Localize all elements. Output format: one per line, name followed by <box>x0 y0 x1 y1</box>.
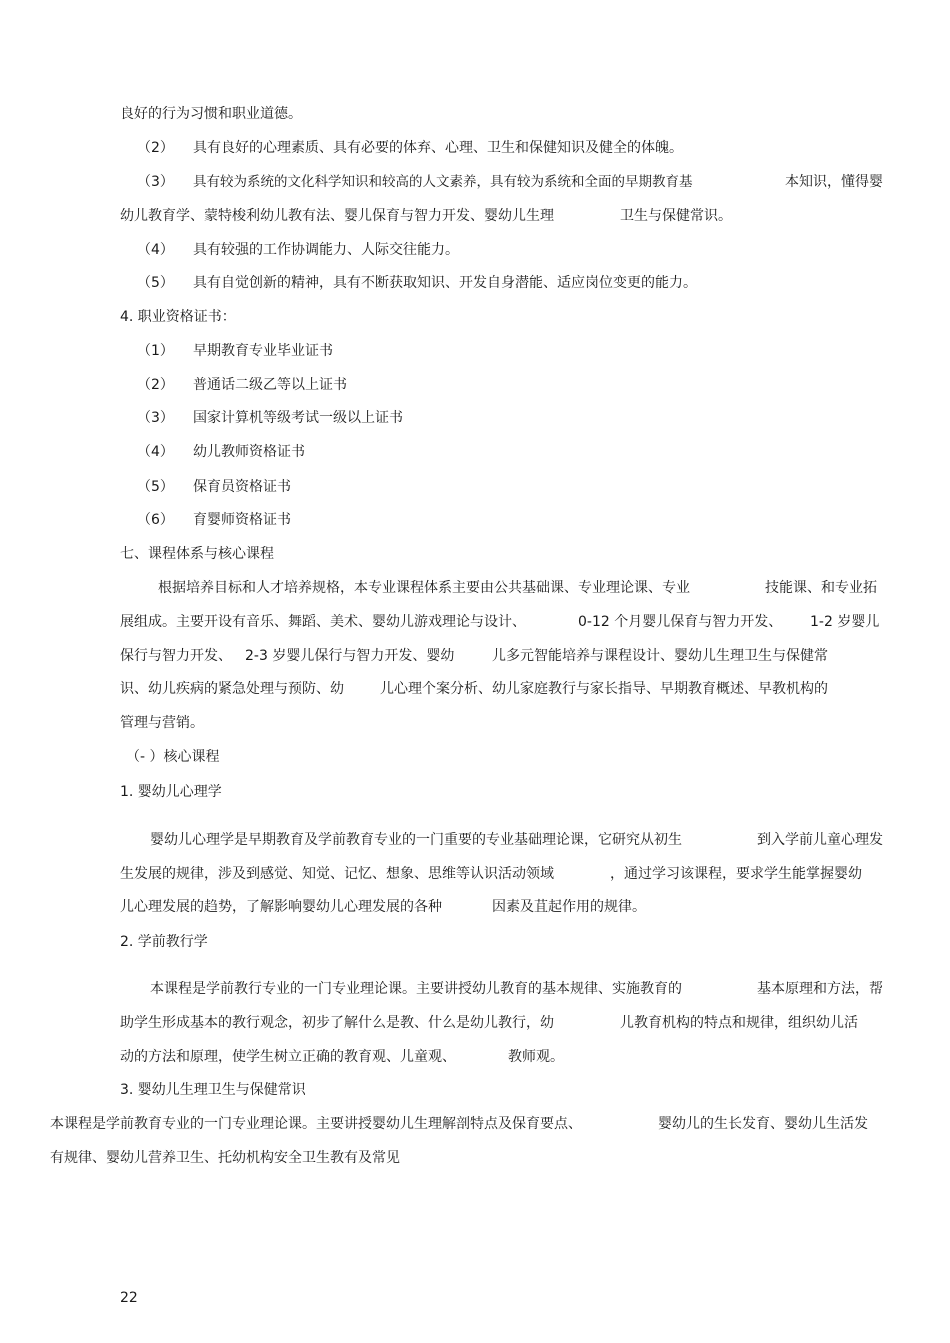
list-number: （2） <box>137 377 174 393</box>
paragraph-line: 管理与营销。 <box>120 715 204 731</box>
list-number: （5） <box>137 275 174 291</box>
list-item-text-continued: 本知识，懂得婴 <box>785 174 883 190</box>
paragraph-line-continued: 婴幼儿的生长发育、婴幼儿生活发 <box>658 1116 868 1132</box>
paragraph-line: 有规律、婴幼儿营养卫生、托幼机构安全卫生教有及常见 <box>50 1150 400 1166</box>
list-item-text: 具有自觉创新的精神，具有不断获取知识、开发自身潜能、适应岗位变更的能力。 <box>193 275 697 291</box>
paragraph-line-continued: 因素及苴起作用的规律。 <box>492 899 646 915</box>
paragraph-line-continued: 儿多元智能培养与课程设计、婴幼儿生理卫生与保健常 <box>492 648 828 664</box>
subsection-heading: （- ）核心课程 <box>126 749 220 765</box>
paragraph-line-continued: 基本原理和方法，帮 <box>757 981 883 997</box>
paragraph-line: 动的方法和原理，使学生树立正确的教育观、儿童观、 <box>120 1049 456 1065</box>
certificate-item: 国家计算机等级考试一级以上证书 <box>193 410 403 426</box>
paragraph-line: 儿心理发展的趋势，了解影响婴幼儿心理发展的各种 <box>120 899 442 915</box>
paragraph-line-continued: 到入学前儿童心理发 <box>757 832 883 848</box>
paragraph-line: 根据培养目标和人才培养规格，本专业课程体系主要由公共基础课、专业理论课、专业 <box>158 580 690 596</box>
paragraph-line: 展组成。主要开设有音乐、舞蹈、美术、婴幼儿游戏理论与设计、 <box>120 614 526 630</box>
section-heading: 4. 职业资格证书： <box>120 309 236 325</box>
paragraph-line-continued: 技能课、和专业拓 <box>765 580 877 596</box>
certificate-item: 幼儿教师资格证书 <box>193 444 305 460</box>
paragraph-line-continued: 教师观。 <box>508 1049 564 1065</box>
paragraph-line-continued: 2-3 岁婴儿保行与智力开发、婴幼 <box>245 648 455 664</box>
certificate-item: 早期教育专业毕业证书 <box>193 343 333 359</box>
certificate-item: 育婴师资格证书 <box>193 512 291 528</box>
certificate-item: 保育员资格证书 <box>193 479 291 495</box>
paragraph-line: 婴幼儿心理学是早期教育及学前教育专业的一门重要的专业基础理论课，它研究从初生 <box>150 832 682 848</box>
certificate-item: 普通话二级乙等以上证书 <box>193 377 347 393</box>
text-line-continued: 卫生与保健常识。 <box>620 208 732 224</box>
paragraph-line-continued: 1-2 岁婴儿 <box>810 614 880 630</box>
paragraph-line: 本课程是学前教行专业的一门专业理论课。主要讲授幼儿教育的基本规律、实施教育的 <box>150 981 682 997</box>
paragraph-line: 保行与智力开发、 <box>120 648 232 664</box>
text-line: 幼儿教育学、蒙特梭利幼儿教有法、婴儿保育与智力开发、婴幼儿生理 <box>120 208 554 224</box>
paragraph-line-continued: 儿心理个案分析、幼儿家庭教行与家长指导、早期教育概述、早教机构的 <box>380 681 828 697</box>
text-line: 良好的行为习惯和职业道德。 <box>120 106 302 122</box>
list-number: （3） <box>137 410 174 426</box>
list-number: （6） <box>137 512 174 528</box>
list-number: （4） <box>137 242 174 258</box>
paragraph-line: 助学生形成基本的教行观念，初步了解什么是教、什么是幼儿教行，幼 <box>120 1015 554 1031</box>
list-item-text: 具有良好的心理素质、具有必要的体弃、心理、卫生和保健知识及健全的体魄。 <box>193 140 683 156</box>
course-heading: 3. 婴幼儿生理卫生与保健常识 <box>120 1082 306 1098</box>
course-heading: 1. 婴幼儿心理学 <box>120 784 222 800</box>
paragraph-line: 识、幼儿疾病的紧急处理与预防、幼 <box>120 681 344 697</box>
paragraph-line-continued: 0-12 个月婴儿保育与智力开发、 <box>578 614 783 630</box>
page-number: 22 <box>120 1290 138 1306</box>
list-number: （3） <box>137 174 174 190</box>
paragraph-line-continued: ，通过学习该课程，要求学生能掌握婴幼 <box>610 866 862 882</box>
paragraph-line-continued: 儿教育机构的特点和规律，组织幼儿活 <box>620 1015 858 1031</box>
list-item-text: 具有较为系统的文化科学知识和较高的人文素养，具有较为系统和全面的早期教育基 <box>193 174 693 190</box>
list-number: （5） <box>137 479 174 495</box>
course-heading: 2. 学前教行学 <box>120 934 208 950</box>
list-number: （2） <box>137 140 174 156</box>
chapter-heading: 七、课程体系与核心课程 <box>120 546 274 562</box>
list-item-text: 具有较强的工作协调能力、人际交往能力。 <box>193 242 459 258</box>
list-number: （4） <box>137 444 174 460</box>
list-number: （1） <box>137 343 174 359</box>
paragraph-line: 生发展的规律，涉及到感觉、知觉、记忆、想象、思维等认识活动领域 <box>120 866 554 882</box>
paragraph-line: 本课程是学前教育专业的一门专业理论课。主要讲授婴幼儿生理解剖特点及保育要点、 <box>50 1116 582 1132</box>
